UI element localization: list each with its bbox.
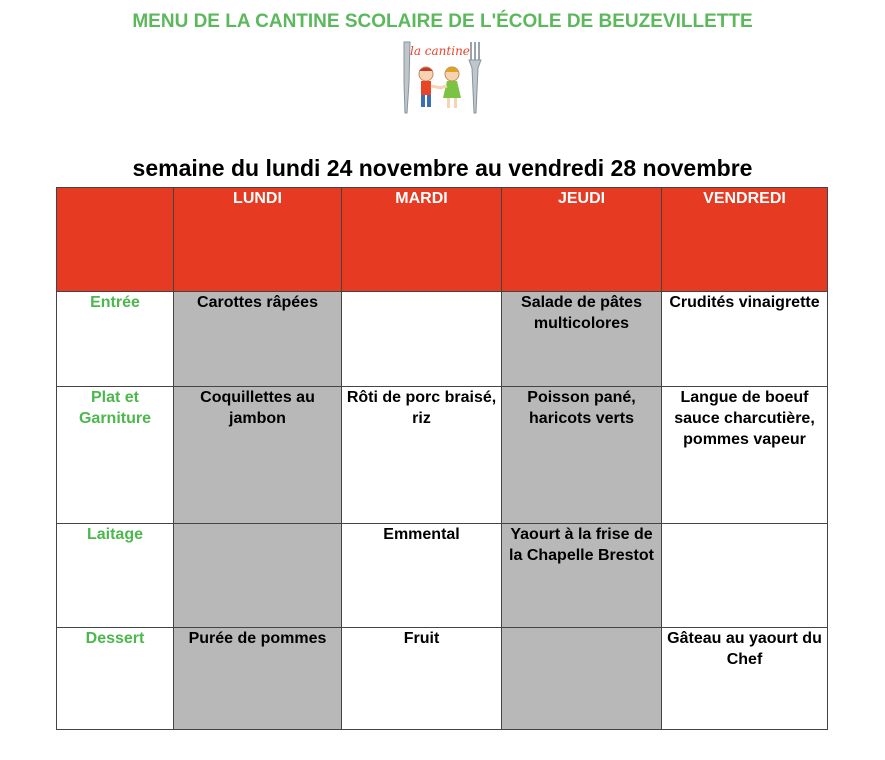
- day-header: MARDI: [342, 188, 502, 292]
- menu-cell: Carottes râpées: [174, 292, 342, 387]
- menu-cell: Fruit: [342, 628, 502, 730]
- table-row: [57, 524, 828, 628]
- row-label: Dessert: [57, 628, 174, 730]
- menu-cell: Coquillettes au jambon: [174, 387, 342, 524]
- day-header: VENDREDI: [662, 188, 828, 292]
- menu-cell: Yaourt à la frise de la Chapelle Brestot: [502, 524, 662, 628]
- menu-table: [56, 187, 828, 730]
- menu-cell: [502, 628, 662, 730]
- row-label: Laitage: [57, 524, 174, 628]
- menu-cell: Salade de pâtes multicolores: [502, 292, 662, 387]
- menu-cell: [662, 524, 828, 628]
- menu-cell: [342, 292, 502, 387]
- table-row: [57, 628, 828, 730]
- table-row: [57, 292, 828, 387]
- menu-cell: Emmental: [342, 524, 502, 628]
- menu-cell: Rôti de porc braisé, riz: [342, 387, 502, 524]
- logo-text: la cantine: [410, 44, 470, 58]
- table-row: [57, 387, 828, 524]
- menu-cell: Poisson pané, haricots verts: [502, 387, 662, 524]
- day-header: LUNDI: [174, 188, 342, 292]
- week-heading: semaine du lundi 24 novembre au vendredi 28 novembre: [132, 155, 753, 181]
- day-header: JEUDI: [502, 188, 662, 292]
- menu-cell: Crudités vinaigrette: [662, 292, 828, 387]
- cantine-logo: [392, 38, 488, 118]
- menu-cell: Langue de boeuf sauce charcutière, pommes vapeur: [662, 387, 828, 524]
- row-label: Entrée: [57, 292, 174, 387]
- corner-cell: [57, 188, 174, 292]
- menu-cell: Purée de pommes: [174, 628, 342, 730]
- table-header-row: [57, 188, 828, 292]
- menu-cell: Gâteau au yaourt du Chef: [662, 628, 828, 730]
- page-title: MENU DE LA CANTINE SCOLAIRE DE L'ÉCOLE DE BEUZEVILLETTE: [132, 11, 753, 32]
- menu-cell: [174, 524, 342, 628]
- row-label: Plat et Garniture: [57, 387, 174, 524]
